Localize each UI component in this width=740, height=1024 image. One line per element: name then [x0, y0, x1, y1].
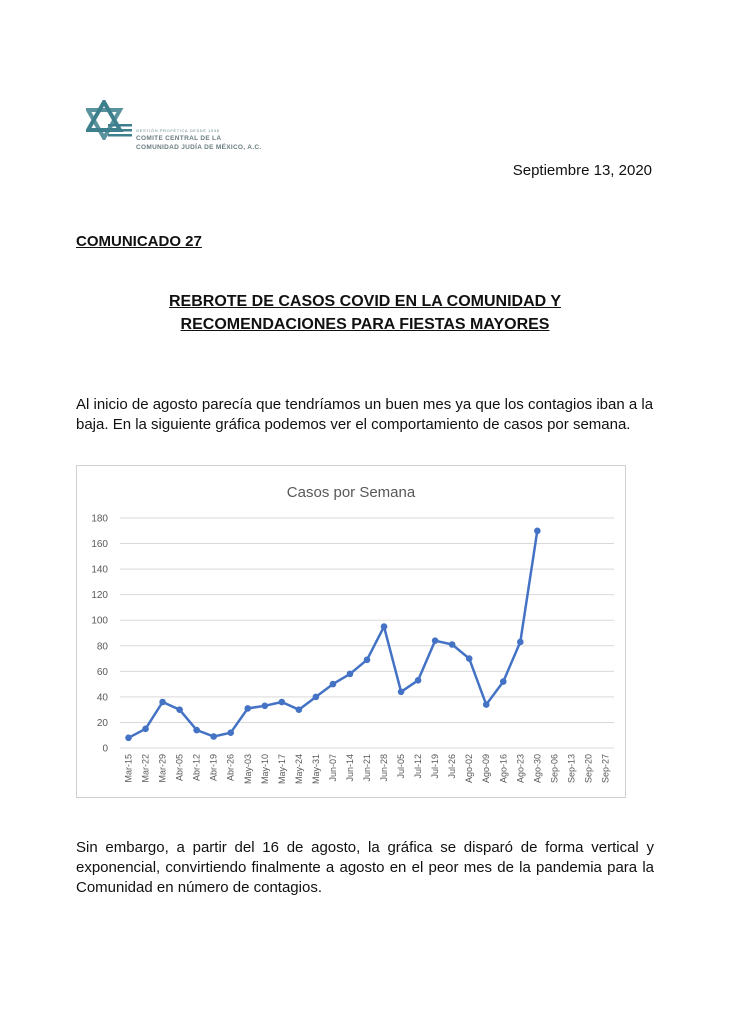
- y-tick-label: 40: [96, 692, 108, 704]
- chart-svg: [77, 466, 625, 797]
- x-tick-label: Abr-12: [191, 754, 202, 782]
- data-point: [347, 671, 354, 678]
- x-tick-label: Sep-20: [583, 754, 594, 784]
- data-point: [517, 639, 524, 646]
- x-tick-label: Sep-06: [549, 754, 560, 784]
- x-tick-label: May-31: [310, 754, 321, 785]
- conclusion-paragraph: Sin embargo, a partir del 16 de agosto, la gráfica se disparó de forma vertical y exponencial, convirtiendo finalmente a agosto en el peor mes de la pandemia para la Comunidad en número de contagios.: [76, 839, 654, 896]
- data-point: [381, 623, 388, 630]
- data-point: [279, 699, 286, 706]
- x-tick-label: Jul-05: [396, 754, 407, 779]
- y-tick-label: 0: [102, 743, 108, 755]
- x-tick-label: Abr-19: [208, 754, 219, 782]
- y-tick-label: 60: [96, 666, 108, 678]
- y-tick-label: 20: [96, 717, 108, 729]
- data-point: [313, 694, 320, 701]
- document-title-line-1: REBROTE DE CASOS COVID EN LA COMUNIDAD Y: [168, 293, 562, 310]
- document-date: Septiembre 13, 2020: [512, 162, 652, 179]
- data-point: [227, 729, 234, 736]
- x-tick-label: Abr-26: [225, 754, 236, 782]
- data-point: [176, 706, 183, 713]
- data-point: [483, 701, 490, 708]
- y-tick-label: 160: [91, 539, 108, 551]
- series-line: [129, 531, 538, 738]
- y-tick-label: 100: [91, 615, 108, 627]
- data-point: [330, 681, 337, 688]
- x-tick-label: Ago-02: [464, 754, 475, 784]
- data-point: [244, 705, 251, 712]
- data-point: [534, 527, 541, 534]
- data-point: [449, 641, 456, 648]
- x-tick-label: Jul-19: [430, 754, 441, 779]
- x-tick-label: Ago-30: [532, 754, 543, 784]
- y-tick-label: 180: [91, 513, 108, 525]
- data-point: [364, 657, 371, 664]
- x-tick-label: Jul-12: [413, 754, 424, 779]
- data-point: [432, 637, 439, 644]
- y-tick-label: 140: [91, 564, 108, 576]
- logo-tagline: GESTIÓN PROFÉTICA DESDE 1938: [136, 128, 220, 133]
- y-tick-label: 120: [91, 590, 108, 602]
- data-point: [500, 678, 507, 685]
- organization-logo: [86, 100, 286, 156]
- data-point: [466, 655, 473, 662]
- weekly-cases-chart: [76, 465, 626, 798]
- x-tick-label: Mar-22: [140, 754, 151, 783]
- intro-paragraph: Al inicio de agosto parecía que tendríamos un buen mes ya que los contagios iban a la baja. En la siguiente gráfica podemos ver el comportamiento de casos por semana.: [76, 396, 654, 433]
- x-tick-label: Abr-05: [174, 754, 185, 782]
- x-tick-label: Ago-16: [498, 754, 509, 784]
- data-point: [193, 727, 200, 734]
- data-point: [142, 726, 149, 733]
- data-point: [159, 699, 166, 706]
- x-tick-label: Mar-15: [123, 754, 134, 783]
- communique-heading: COMUNICADO 27: [76, 233, 202, 250]
- x-tick-label: Sep-27: [600, 754, 611, 784]
- document-title-line-2: RECOMENDACIONES PARA FIESTAS MAYORES: [180, 316, 550, 333]
- logo-org-line-1: COMITE CENTRAL DE LA: [136, 135, 222, 142]
- data-point: [415, 677, 422, 684]
- x-tick-label: Sep-13: [566, 754, 577, 784]
- x-tick-label: May-24: [293, 754, 304, 785]
- y-tick-label: 80: [96, 641, 108, 653]
- data-point: [398, 688, 405, 695]
- x-tick-label: May-03: [242, 754, 253, 785]
- data-point: [125, 734, 132, 741]
- x-tick-label: Jun-21: [362, 754, 372, 782]
- x-tick-label: Jul-26: [447, 754, 458, 779]
- x-tick-label: Jun-07: [327, 754, 338, 782]
- x-tick-label: May-17: [276, 754, 287, 785]
- x-tick-label: Mar-29: [157, 754, 168, 783]
- star-of-david-logo-icon: [86, 100, 134, 140]
- x-tick-label: Ago-23: [515, 754, 526, 784]
- data-point: [296, 706, 303, 713]
- x-tick-label: Ago-09: [481, 754, 492, 784]
- x-tick-label: May-10: [259, 754, 270, 785]
- data-point: [261, 703, 268, 710]
- logo-org-line-2: COMUNIDAD JUDÍA DE MÉXICO, A.C.: [136, 144, 262, 151]
- data-point: [210, 733, 217, 740]
- x-tick-label: Jun-28: [379, 754, 390, 782]
- x-tick-label: Jun-14: [344, 754, 355, 782]
- chart-title: Casos por Semana: [286, 484, 416, 501]
